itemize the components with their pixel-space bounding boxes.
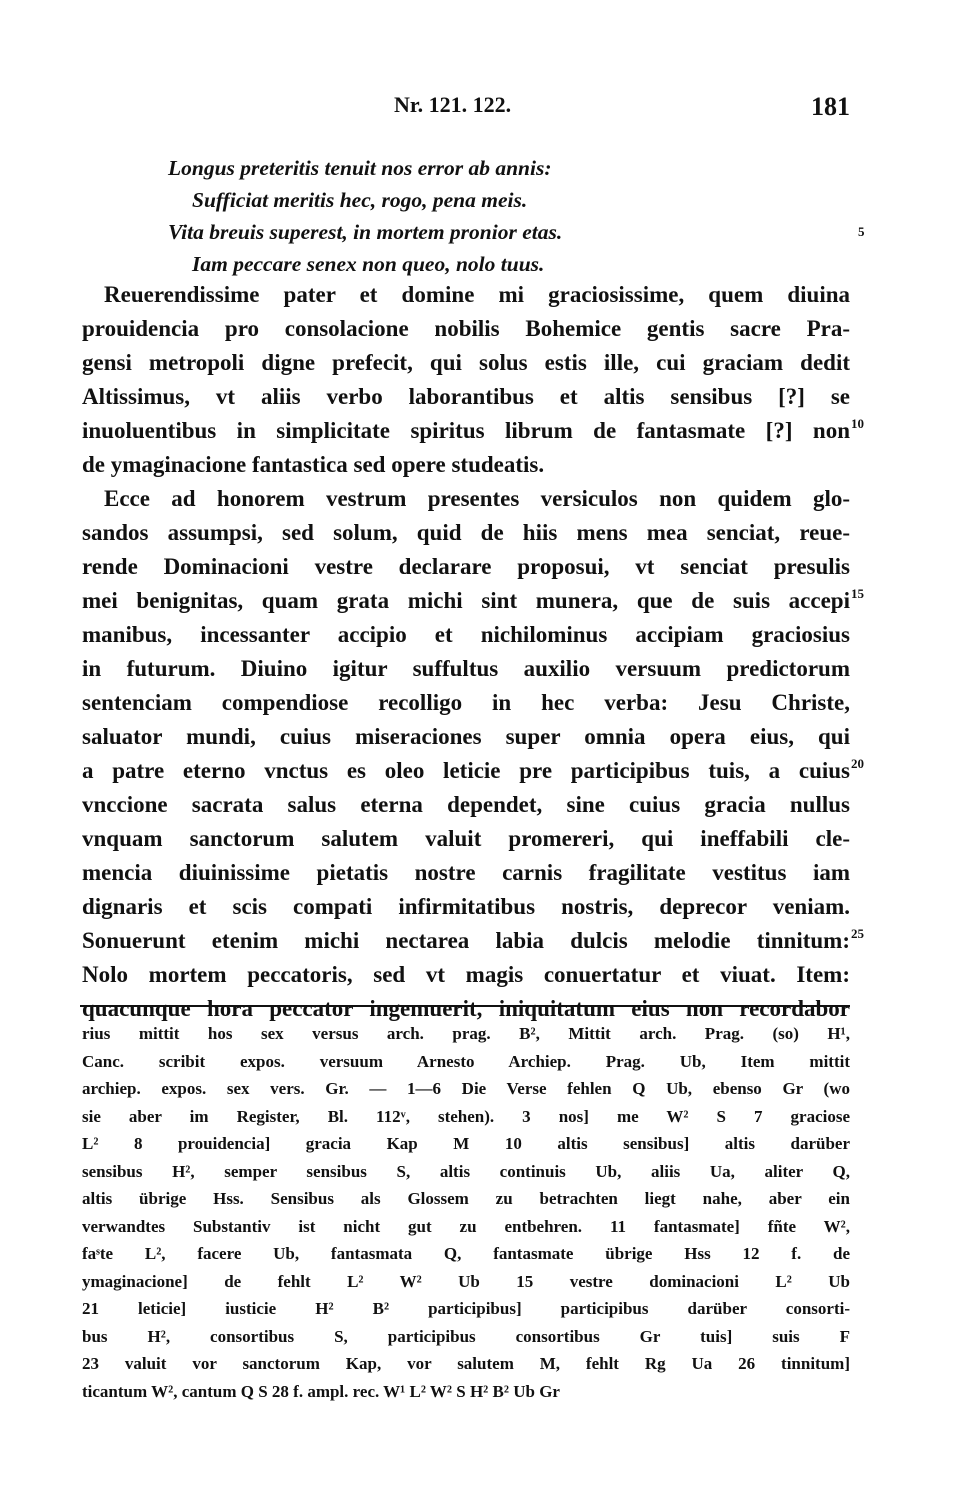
text-line: saluator mundi, cuius miseraciones super omnia opera eius, qui — [82, 724, 850, 749]
text-line: manibus, incessanter accipio et nichilominus accipiam graciosius — [82, 622, 850, 647]
line-number: 20 — [851, 756, 864, 771]
verse-line: Iam peccare senex non queo, nolo tuus. — [192, 252, 545, 276]
page-number: 181 — [811, 92, 850, 121]
text-line: sentenciam compendiose recolligo in hec verba: Jesu Christe, — [82, 690, 850, 715]
text-line: mencia diuinissime pietatis nostre carnis fragilitate vestitus iam — [82, 860, 850, 885]
line-number: 5 — [858, 224, 865, 239]
text-line: in futurum. Diuino igitur suffultus auxilio versuum predictorum — [82, 656, 850, 681]
line-number: 25 — [851, 926, 864, 941]
line-number: 15 — [851, 586, 864, 601]
footnote-line: altis übrige Hss. Sensibus als Glossem zu betrachten liegt nahe, aber ein — [82, 1189, 850, 1208]
footnote-rule — [80, 1005, 850, 1007]
footnote-line: ymaginacione] de fehlt L² W² Ub 15 vestre dominacioni L² Ub — [82, 1271, 850, 1291]
line-number: 10 — [851, 416, 864, 431]
page-header — [80, 92, 850, 124]
footnote-line: sensibus H², semper sensibus S, altis continuis Ub, aliis Ua, aliter Q, — [82, 1161, 850, 1181]
text-line: a patre eterno vnctus es oleo leticie pre participibus tuis, a cuius — [82, 758, 850, 783]
text-line: dignaris et scis compati infirmitatibus nostris, deprecor veniam. — [82, 894, 850, 919]
verse-line: Vita breuis superest, in mortem pronior etas. — [168, 220, 563, 244]
footnote-line: archiep. expos. sex vers. Gr. — 1—6 Die Verse fehlen Q Ub, ebenso Gr (wo — [82, 1079, 850, 1098]
footnote-line: faˢte L², facere Ub, fantasmata Q, fantasmate übrige Hss 12 f. de — [82, 1244, 850, 1263]
text-line: Altissimus, vt aliis verbo laborantibus et altis sensibus [?] se — [82, 384, 850, 409]
text-line: vnccione sacrata salus eterna dependet, sine cuius gracia nullus — [82, 792, 850, 817]
footnote-line: 23 valuit vor sanctorum Kap, vor salutem M, fehlt Rg Ua 26 tinnitum] — [82, 1354, 850, 1373]
footnote-line: 21 leticie] iusticie H² B² participibus] participibus darüber consorti- — [82, 1299, 850, 1318]
text-line: prouidencia pro consolacione nobilis Bohemice gentis sacre Pra- — [82, 316, 850, 341]
footnote-line: verwandtes Substantiv ist nicht gut zu entbehren. 11 fantasmate] fñte W², — [82, 1216, 850, 1236]
text-line: vnquam sanctorum salutem valuit promereri, qui ineffabili cle- — [82, 826, 850, 851]
text-line: mei benignitas, quam grata michi sint munera, que de suis accepi — [82, 588, 850, 613]
body-text — [82, 278, 864, 1026]
footnote-line: Canc. scribit expos. versuum Arnesto Archiep. Prag. Ub, Item mittit — [82, 1051, 850, 1071]
text-line: Reuerendissime pater et domine mi graciosissime, quem diuina — [104, 282, 850, 307]
verse-line: Longus preteritis tenuit nos error ab annis: — [168, 156, 552, 180]
footnote-line: rius mittit hos sex versus arch. prag. B², Mittit arch. Prag. (so) H¹, — [82, 1024, 850, 1043]
text-line: inuoluentibus in simplicitate spiritus librum de fantasmate [?] non — [82, 418, 850, 443]
critical-apparatus — [82, 1020, 850, 1405]
footnote-line: sie aber im Register, Bl. 112ᵛ, stehen). 3 nos] me W² S 7 graciose — [82, 1106, 850, 1126]
text-line: de ymaginacione fantastica sed opere studeatis. — [82, 452, 545, 477]
text-line: Nolo mortem peccatoris, sed vt magis conuertatur et viuat. Item: — [82, 962, 850, 987]
text-line: rende Dominacioni vestre declarare proposui, vt senciat presulis — [82, 554, 850, 579]
running-head: Nr. 121. 122. — [394, 92, 512, 117]
text-line: Sonuerunt etenim michi nectarea labia dulcis melodie tinnitum: — [82, 928, 850, 953]
text-line: gensi metropoli digne prefecit, qui solus estis ille, cui graciam dedit — [82, 350, 850, 375]
footnote-line: ticantum W², cantum Q S 28 f. ampl. rec. W¹ L² W² S H² B² Ub Gr — [82, 1381, 560, 1401]
text-line: Ecce ad honorem vestrum presentes versiculos non quidem glo- — [104, 486, 850, 511]
verse-line: Sufficiat meritis hec, rogo, pena meis. — [192, 188, 528, 212]
text-line: sandos assumpsi, sed solum, quid de hiis mens mea senciat, reue- — [82, 520, 850, 545]
text-line: quacunque hora peccator ingemuerit, iniquitatum eius non recordabor — [82, 996, 850, 1021]
footnote-line: L² 8 prouidencia] gracia Kap M 10 altis sensibus] altis darüber — [82, 1134, 850, 1153]
footnote-line: bus H², consortibus S, participibus consortibus Gr tuis] suis F — [82, 1326, 850, 1346]
